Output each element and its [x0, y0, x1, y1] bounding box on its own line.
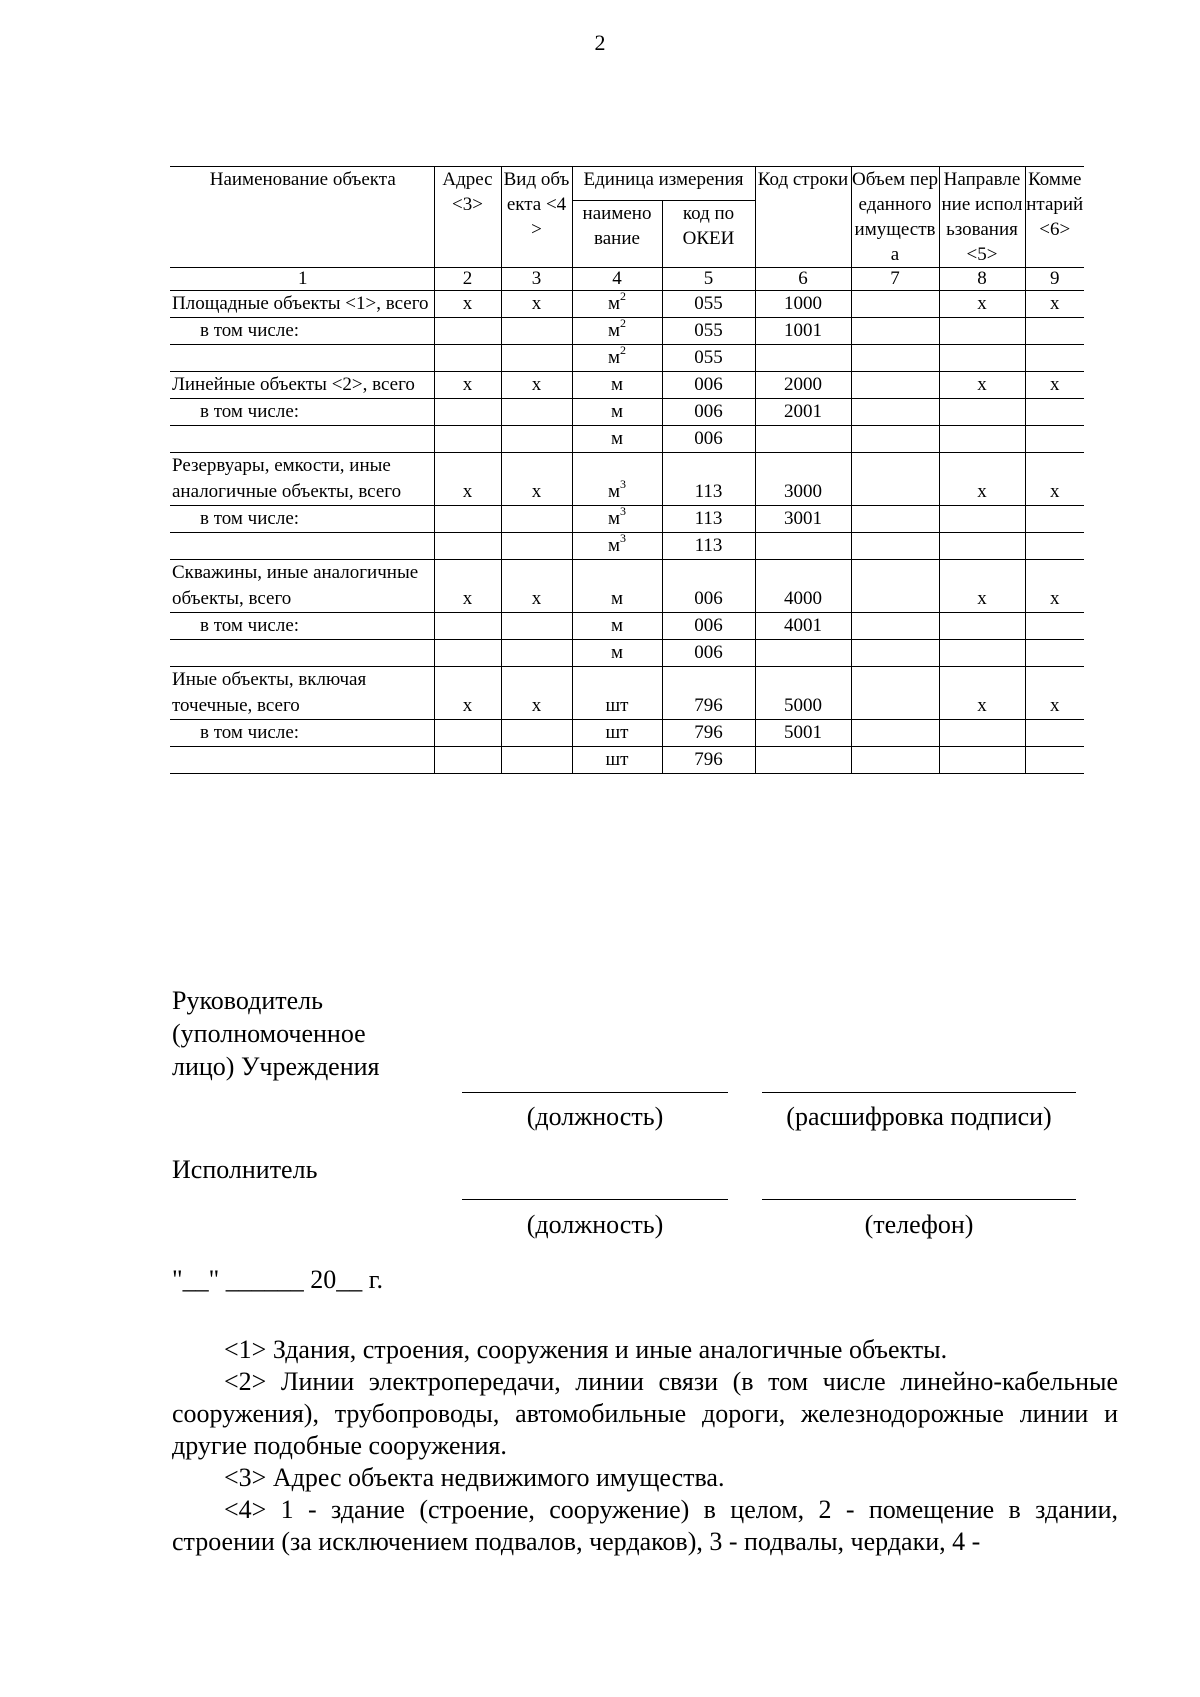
table-cell-code	[755, 345, 851, 372]
table-cell-type	[501, 345, 572, 372]
table-cell-address	[434, 318, 501, 345]
table-cell-type	[501, 640, 572, 667]
table-row	[170, 291, 1084, 318]
table-cell-volume	[851, 453, 939, 506]
table-cell-address	[434, 720, 501, 747]
header-volume: Объем переданного имущества	[851, 167, 939, 268]
table-cell-direction	[939, 613, 1025, 640]
table-cell-comment	[1025, 426, 1084, 453]
table-cell-volume	[851, 399, 939, 426]
unit-text: м	[607, 293, 621, 314]
executor-position-caption: (должность)	[526, 1210, 664, 1239]
executor-phone-line	[762, 1199, 1076, 1200]
table-cell-name: Скважины, иные аналогичные объекты, всего	[170, 560, 434, 613]
table-row	[170, 453, 1084, 506]
table-row	[170, 613, 1084, 640]
table-cell-volume	[851, 372, 939, 399]
table-cell-direction: x	[939, 667, 1025, 720]
table-cell-okei: 055	[662, 291, 755, 318]
table-row	[170, 372, 1084, 399]
executor-label: Исполнитель	[172, 1155, 318, 1184]
table-row	[170, 667, 1084, 720]
table-cell-comment	[1025, 345, 1084, 372]
header-address: Адрес <3>	[434, 167, 501, 268]
footnotes	[172, 1334, 1118, 1558]
footnote: <4> 1 - здание (строение, сооружение) в целом, 2 - помещение в здании, строении (за исключением подвалов, чердаков), 3 - подвалы, чердаки, 4 -	[172, 1495, 1118, 1556]
table-cell-comment: x	[1025, 453, 1084, 506]
unit-exponent: 3	[620, 476, 627, 491]
table-cell-code: 4001	[755, 613, 851, 640]
unit-text: м	[610, 374, 624, 395]
table-cell-name: Резервуары, емкости, иные аналогичные объекты, всего	[170, 453, 434, 506]
table-cell-unit	[572, 399, 662, 426]
table-cell-unit	[572, 288, 662, 318]
unit-text: м	[610, 401, 624, 422]
table-cell-address: x	[434, 560, 501, 613]
table-row	[170, 399, 1084, 426]
header-unit-name: наимено вание	[572, 201, 662, 268]
unit-exponent: 3	[620, 530, 627, 545]
property-table	[170, 166, 1084, 774]
table-cell-comment	[1025, 720, 1084, 747]
table-cell-volume	[851, 720, 939, 747]
table-cell-direction	[939, 747, 1025, 774]
table-cell-address	[434, 506, 501, 533]
table-cell-address	[434, 533, 501, 560]
table-cell-unit	[572, 453, 662, 506]
table-cell-direction	[939, 640, 1025, 667]
table-cell-unit	[572, 342, 662, 372]
table-cell-code: 2000	[755, 372, 851, 399]
table-cell-comment	[1025, 747, 1084, 774]
table-cell-code: 1000	[755, 291, 851, 318]
unit-text: м	[607, 320, 621, 341]
table-cell-type	[501, 720, 572, 747]
unit-exponent: 2	[620, 342, 627, 357]
table-cell-volume	[851, 426, 939, 453]
unit-exponent: 2	[620, 315, 627, 330]
table-cell-comment: x	[1025, 560, 1084, 613]
table-cell-name: в том числе:	[170, 613, 434, 640]
table-cell-direction: x	[939, 291, 1025, 318]
table-cell-volume	[851, 533, 939, 560]
table-row	[170, 426, 1084, 453]
column-number: 9	[1025, 268, 1084, 291]
table-cell-type: x	[501, 667, 572, 720]
table-cell-code	[755, 426, 851, 453]
table-cell-name	[170, 345, 434, 372]
table-header-row	[170, 167, 1084, 201]
header-type: Вид объекта <4>	[501, 167, 572, 268]
table-cell-volume	[851, 667, 939, 720]
table-cell-type	[501, 426, 572, 453]
footnote: <2> Линии электропередачи, линии связи (в том числе линейно-кабельные сооружения), трубопроводы, автомобильные дороги, железнодорожные линии и другие подобные сооружения.	[172, 1367, 1118, 1460]
table-cell-volume	[851, 613, 939, 640]
table-cell-okei: 006	[662, 399, 755, 426]
unit-text: м	[607, 535, 621, 556]
table-cell-address: x	[434, 372, 501, 399]
table-cell-direction	[939, 720, 1025, 747]
unit-text: м	[607, 481, 621, 502]
table-cell-name	[170, 426, 434, 453]
unit-text: шт	[605, 695, 629, 716]
table-cell-unit	[572, 613, 662, 640]
table-cell-okei: 055	[662, 318, 755, 345]
unit-text: шт	[605, 749, 629, 770]
unit-text: м	[607, 347, 621, 368]
table-cell-okei: 006	[662, 426, 755, 453]
column-number-row	[170, 268, 1084, 291]
table-cell-address	[434, 747, 501, 774]
table-cell-type: x	[501, 372, 572, 399]
table-cell-direction: x	[939, 453, 1025, 506]
table-cell-code: 5001	[755, 720, 851, 747]
table-cell-volume	[851, 506, 939, 533]
table-body	[170, 288, 1084, 774]
table-cell-unit	[572, 747, 662, 774]
table-row	[170, 720, 1084, 747]
table-cell-address	[434, 640, 501, 667]
table-cell-volume	[851, 560, 939, 613]
table-cell-unit	[572, 315, 662, 345]
table-cell-type: x	[501, 291, 572, 318]
header-unit-code: код по ОКЕИ	[662, 201, 755, 268]
table-cell-type	[501, 613, 572, 640]
date-line: "__" ______ 20__ г.	[172, 1265, 383, 1294]
table-cell-direction: x	[939, 560, 1025, 613]
table-cell-okei: 796	[662, 720, 755, 747]
table-cell-type	[501, 506, 572, 533]
table-cell-okei: 113	[662, 533, 755, 560]
table-row	[170, 506, 1084, 533]
table-cell-unit	[572, 530, 662, 560]
head-label: Руководитель (уполномоченное лицо) Учреждения	[172, 986, 380, 1081]
column-number: 8	[939, 268, 1025, 291]
table-cell-volume	[851, 291, 939, 318]
table-cell-address	[434, 426, 501, 453]
table-cell-code	[755, 640, 851, 667]
table-cell-name: в том числе:	[170, 318, 434, 345]
table-cell-comment	[1025, 506, 1084, 533]
table-cell-code: 3000	[755, 453, 851, 506]
column-number: 2	[434, 268, 501, 291]
table-cell-comment	[1025, 640, 1084, 667]
table-cell-unit	[572, 426, 662, 453]
table-cell-unit	[572, 503, 662, 533]
unit-text: м	[610, 428, 624, 449]
table-cell-type: x	[501, 453, 572, 506]
table-cell-okei: 006	[662, 560, 755, 613]
table-cell-okei: 006	[662, 372, 755, 399]
page-number: 2	[594, 30, 606, 55]
unit-text: м	[607, 508, 621, 529]
table-cell-address: x	[434, 453, 501, 506]
table-cell-name: в том числе:	[170, 720, 434, 747]
table-cell-address	[434, 613, 501, 640]
signature-caption: (расшифровка подписи)	[786, 1102, 1052, 1131]
table-cell-address	[434, 345, 501, 372]
table-cell-okei: 055	[662, 345, 755, 372]
table-cell-type	[501, 318, 572, 345]
table-cell-code: 1001	[755, 318, 851, 345]
table-cell-direction	[939, 533, 1025, 560]
table-cell-comment: x	[1025, 372, 1084, 399]
header-row-code: Код строки	[755, 167, 851, 268]
unit-text: м	[610, 642, 624, 663]
unit-text: м	[610, 588, 624, 609]
table-cell-comment	[1025, 318, 1084, 345]
table-cell-type: x	[501, 560, 572, 613]
table-cell-comment	[1025, 613, 1084, 640]
column-number: 3	[501, 268, 572, 291]
table-cell-volume	[851, 747, 939, 774]
table-cell-okei: 006	[662, 640, 755, 667]
table-cell-direction	[939, 426, 1025, 453]
table-row	[170, 533, 1084, 560]
column-number: 6	[755, 268, 851, 291]
unit-exponent: 3	[620, 503, 627, 518]
table-row	[170, 345, 1084, 372]
table-cell-comment: x	[1025, 667, 1084, 720]
table-cell-address	[434, 399, 501, 426]
header-comment: Комментарий <6>	[1025, 167, 1084, 268]
table-cell-name: Линейные объекты <2>, всего	[170, 372, 434, 399]
table-cell-direction	[939, 345, 1025, 372]
table-cell-code: 2001	[755, 399, 851, 426]
table-row	[170, 560, 1084, 613]
column-number: 1	[170, 268, 434, 291]
table-cell-address: x	[434, 291, 501, 318]
header-direction: Направление использования <5>	[939, 167, 1025, 268]
table-cell-type	[501, 399, 572, 426]
table-cell-name: Иные объекты, включая точечные, всего	[170, 667, 434, 720]
footnote: <3> Адрес объекта недвижимого имущества.	[224, 1463, 725, 1492]
table-cell-address: x	[434, 667, 501, 720]
unit-exponent: 2	[620, 288, 627, 303]
table-row	[170, 640, 1084, 667]
table-cell-type	[501, 533, 572, 560]
table-cell-unit	[572, 720, 662, 747]
table-cell-name: Площадные объекты <1>, всего	[170, 291, 434, 318]
table-cell-unit	[572, 667, 662, 720]
header-name: Наименование объекта	[170, 167, 434, 268]
table-cell-okei: 113	[662, 506, 755, 533]
table-cell-okei: 796	[662, 667, 755, 720]
table-cell-unit	[572, 372, 662, 399]
table-cell-volume	[851, 318, 939, 345]
table-cell-okei: 006	[662, 613, 755, 640]
table-cell-direction: x	[939, 372, 1025, 399]
footnote: <1> Здания, строения, сооружения и иные аналогичные объекты.	[224, 1335, 948, 1364]
table-row	[170, 318, 1084, 345]
table-cell-code: 4000	[755, 560, 851, 613]
table-cell-comment: x	[1025, 291, 1084, 318]
table-row	[170, 747, 1084, 774]
table-cell-type	[501, 747, 572, 774]
column-number: 7	[851, 268, 939, 291]
unit-text: м	[610, 615, 624, 636]
executor-position-line	[462, 1199, 728, 1200]
table-cell-comment	[1025, 533, 1084, 560]
table-cell-comment	[1025, 399, 1084, 426]
table-cell-code: 3001	[755, 506, 851, 533]
table-cell-direction	[939, 318, 1025, 345]
position-signature-line	[462, 1092, 728, 1093]
phone-caption: (телефон)	[864, 1210, 974, 1239]
table-cell-unit	[572, 560, 662, 613]
table-cell-code	[755, 533, 851, 560]
table-cell-name: в том числе:	[170, 399, 434, 426]
table-cell-volume	[851, 640, 939, 667]
column-number: 5	[662, 268, 755, 291]
table-cell-name	[170, 747, 434, 774]
table-cell-okei: 113	[662, 453, 755, 506]
name-signature-line	[762, 1092, 1076, 1093]
column-number: 4	[572, 268, 662, 291]
table-cell-volume	[851, 345, 939, 372]
table-cell-name: в том числе:	[170, 506, 434, 533]
table-cell-code	[755, 747, 851, 774]
table-cell-okei: 796	[662, 747, 755, 774]
table-cell-direction	[939, 506, 1025, 533]
table-cell-direction	[939, 399, 1025, 426]
table-cell-name	[170, 640, 434, 667]
position-caption: (должность)	[526, 1102, 664, 1131]
unit-text: шт	[605, 722, 629, 743]
table-cell-code: 5000	[755, 667, 851, 720]
table-cell-name	[170, 533, 434, 560]
header-unit: Единица измерения	[572, 167, 755, 201]
table-cell-unit	[572, 640, 662, 667]
